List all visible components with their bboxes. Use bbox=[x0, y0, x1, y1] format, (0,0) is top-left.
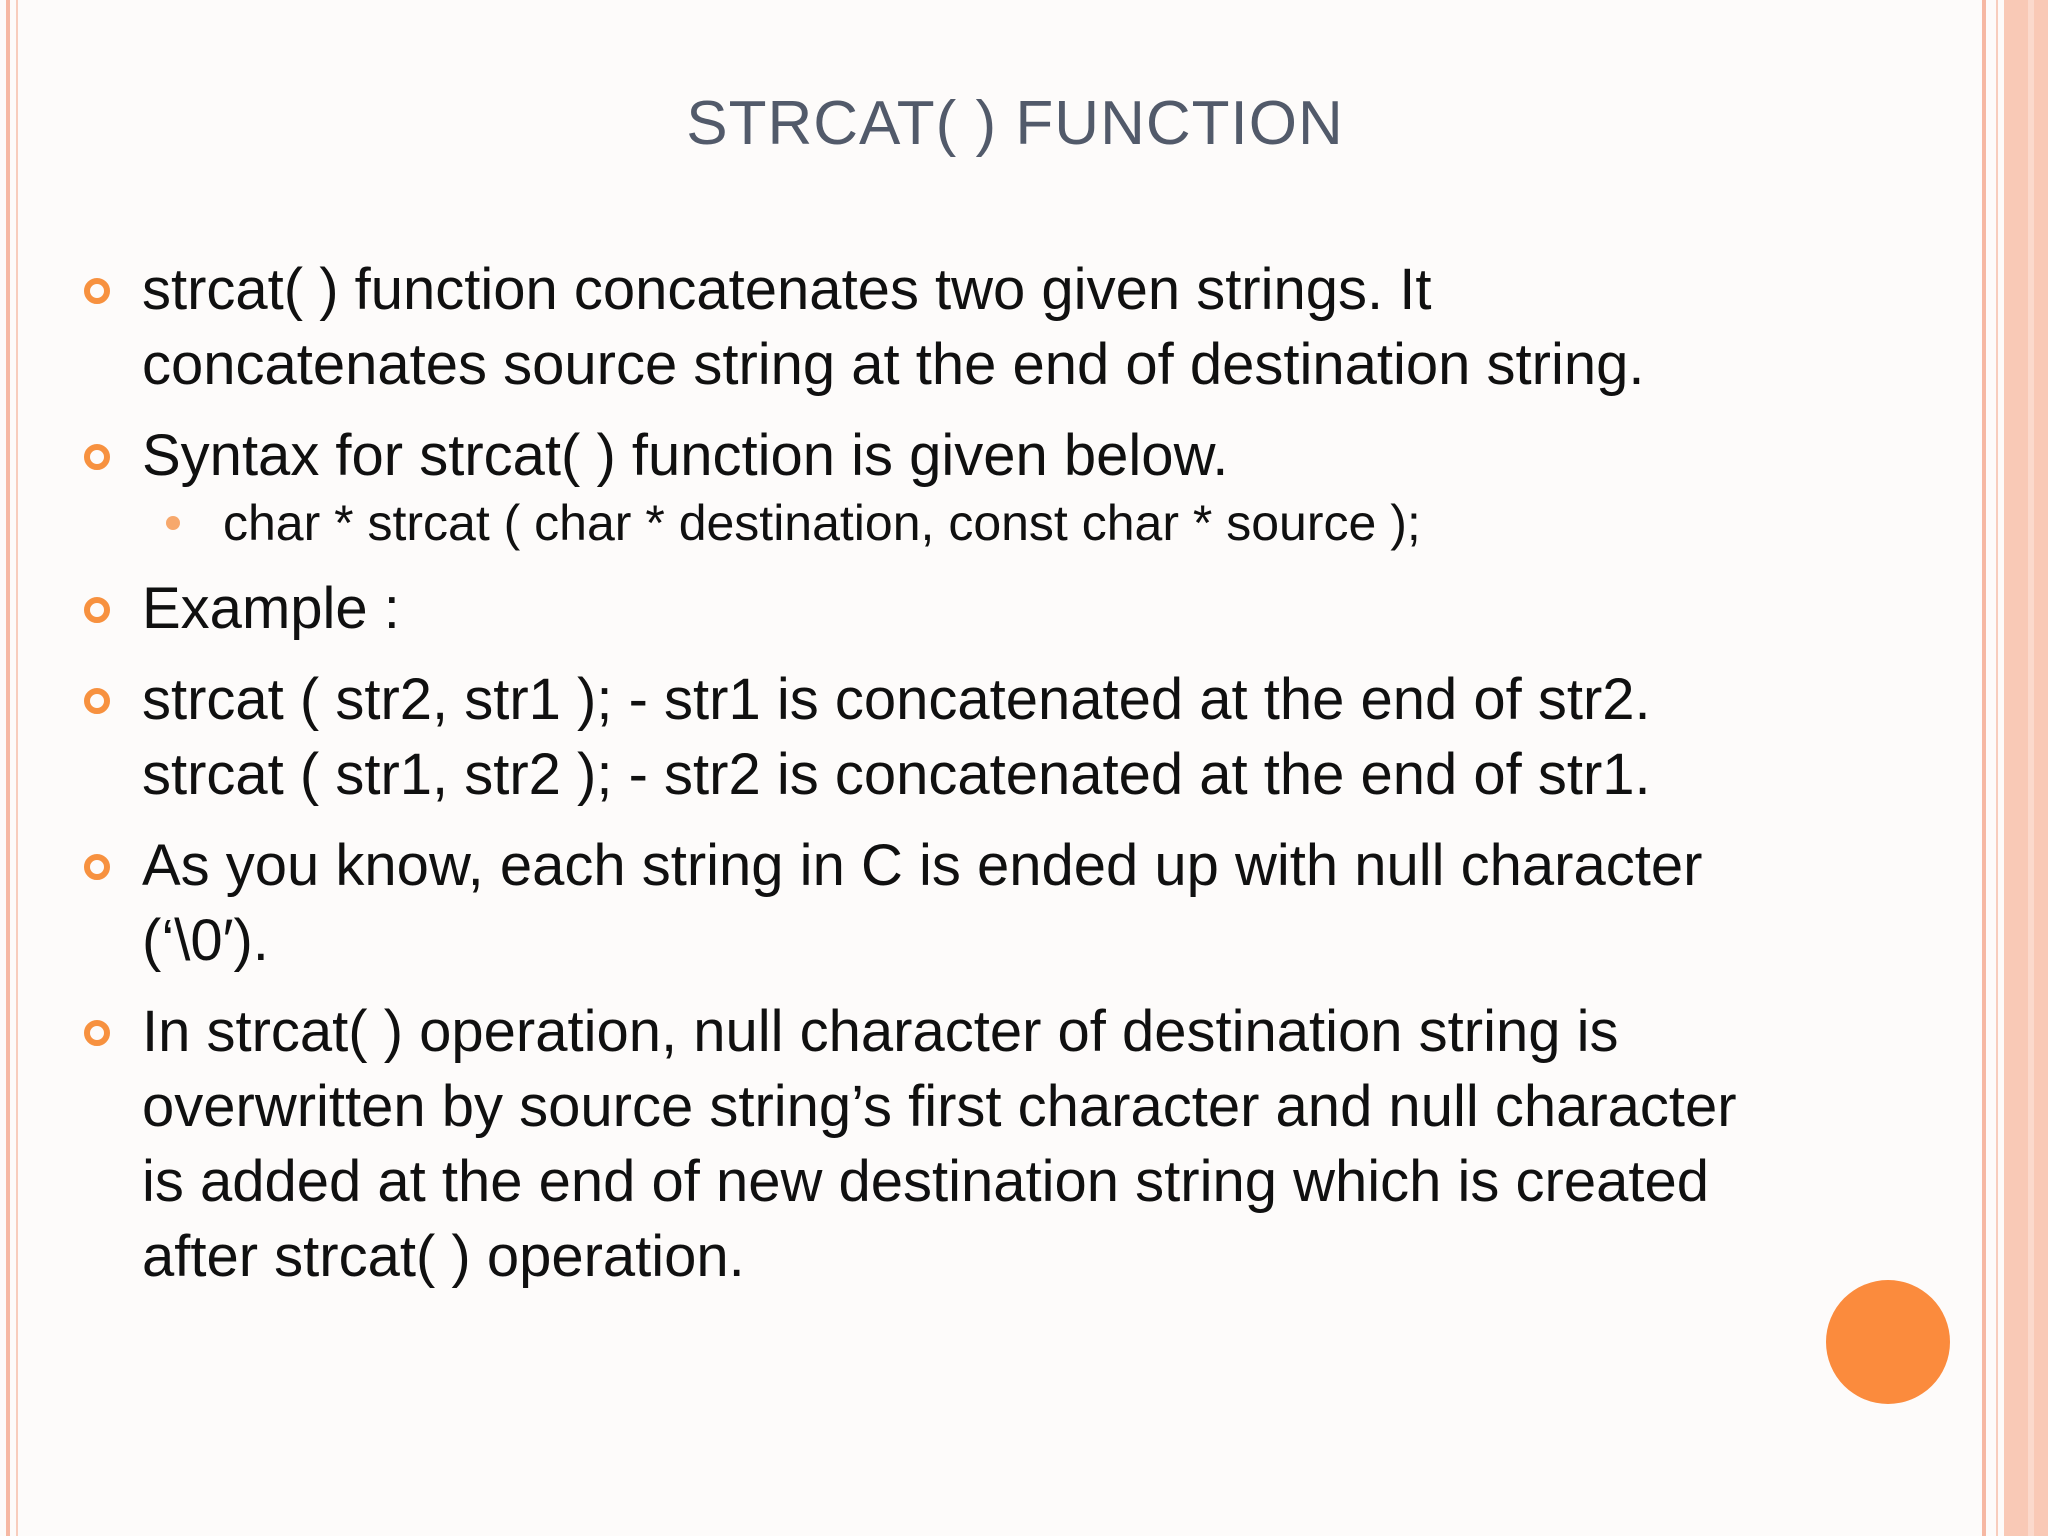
bullet-text-line: Syntax for strcat( ) function is given below. bbox=[142, 423, 1229, 488]
bullet-text-line: In strcat( ) operation, null character of destination string is bbox=[142, 999, 1619, 1064]
sub-bullet-item bbox=[80, 493, 1880, 553]
slide-title: STRCAT( ) FUNCTION bbox=[686, 89, 1344, 158]
ring-bullet-icon bbox=[84, 1020, 110, 1046]
frame-line-left-inner bbox=[16, 0, 18, 1536]
dot-bullet-icon bbox=[166, 516, 180, 530]
ring-bullet-icon bbox=[84, 688, 110, 714]
decorative-orange-circle bbox=[1826, 1280, 1950, 1404]
bullet-text-line: strcat ( str1, str2 ); - str2 is concatenated at the end of str1. bbox=[142, 742, 1651, 807]
bullet-item bbox=[80, 418, 1880, 493]
bullet-text-line: strcat( ) function concatenates two given strings. It bbox=[142, 257, 1432, 322]
bullet-text-line: concatenates source string at the end of destination string. bbox=[142, 332, 1645, 397]
bullet-item bbox=[80, 662, 1880, 812]
frame-line-right bbox=[1982, 0, 1986, 1536]
bullet-text-line: after strcat( ) operation. bbox=[142, 1224, 745, 1289]
frame-line-left bbox=[6, 0, 10, 1536]
bullet-item bbox=[80, 252, 1880, 402]
slide-content bbox=[80, 252, 1880, 1310]
bullet-text-line: (‘\0′). bbox=[142, 908, 269, 973]
bullet-text-line: As you know, each string in C is ended up with null character bbox=[142, 833, 1703, 898]
frame-strip-right-inner bbox=[2028, 0, 2034, 1536]
bullet-item bbox=[80, 571, 1880, 646]
sub-bullet-text: char * strcat ( char * destination, const char * source ); bbox=[223, 495, 1421, 551]
bullet-text-line: overwritten by source string’s first character and null character bbox=[142, 1074, 1737, 1139]
ring-bullet-icon bbox=[84, 597, 110, 623]
bullet-text-line: is added at the end of new destination string which is created bbox=[142, 1149, 1709, 1214]
bullet-text-line: strcat ( str2, str1 ); - str1 is concatenated at the end of str2. bbox=[142, 667, 1651, 732]
ring-bullet-icon bbox=[84, 854, 110, 880]
bullet-item bbox=[80, 828, 1880, 978]
ring-bullet-icon bbox=[84, 444, 110, 470]
frame-strip-right bbox=[2004, 0, 2048, 1536]
bullet-text-line: Example : bbox=[142, 576, 400, 641]
bullet-item bbox=[80, 994, 1880, 1294]
ring-bullet-icon bbox=[84, 278, 110, 304]
frame-line-right-inner bbox=[1996, 0, 1998, 1536]
